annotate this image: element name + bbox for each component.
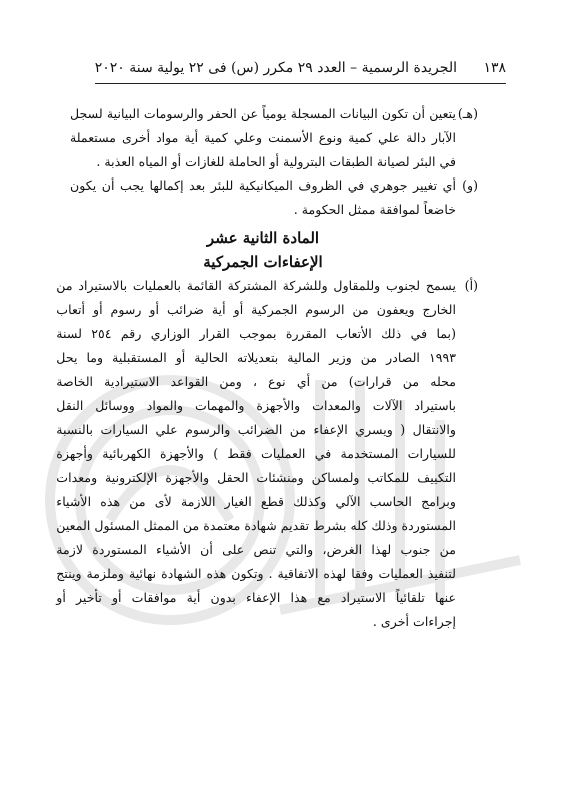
clause-text: [70, 102, 456, 174]
header-rule: [95, 83, 506, 84]
clause-marker: (أ): [464, 278, 478, 293]
clause-marker: (هـ): [457, 106, 478, 121]
gazette-issue-title: الجريدة الرسمية – العدد ٢٩ مكرر (س) فى ٢٢ يولية سنة ٢٠٢٠: [94, 60, 457, 76]
text-line: إجراءات أخرى .: [372, 614, 456, 629]
text-line: خاضعاً لموافقة ممثل الحكومة .: [293, 202, 456, 217]
text-line: (بما في ذلك الأتعاب المقررة بموجب القرار الوزاري رقم ٢٥٤ لسنة: [56, 326, 456, 341]
items-before: [70, 102, 478, 222]
text-line: والانتقال ( ويسري الإعفاء من الضرائب والرسوم علي السيارات بالنسبة: [56, 422, 456, 437]
clause-marker: (و): [462, 178, 478, 193]
article-number: المادة الثانية عشر: [206, 229, 320, 247]
text-line: محله من قرارات) من أي نوع ، ومن القواعد الاستيرادية الخاصة: [56, 374, 456, 389]
text-line: وبرامج الحاسب الآلي وكذلك قطع الغيار اللازمة لأى من هذه الأشياء: [56, 494, 456, 509]
text-line: يسمح لجنوب وللمقاول وللشركة المشتركة القائمة بالعمليات بالاستيراد من: [56, 278, 456, 293]
text-line: عنها تلقائياً الاستيراد مع هذا الإعفاء بدون أية موافقات أو تأخير أو: [56, 590, 456, 605]
clause-text: [56, 274, 456, 634]
text-line: الخارج ويعفون من الرسوم الجمركية أو أية ضرائب أو رسوم أو أتعاب: [56, 302, 456, 317]
text-line: في البئر لصيانة الطبقات البترولية أو الحاملة للغازات أو المياه العذبة .: [96, 154, 456, 169]
clause-item: [70, 174, 478, 222]
text-line: لتنفيذ العمليات وفقا لهذه الاتفاقية . وتكون هذه الشهادة نهائية وملزمة وينتج: [56, 566, 456, 581]
clause-text: [70, 174, 456, 222]
text-line: المستوردة وذلك كله بشرط تقديم شهادة معتمدة من الممثل المسئول المعين: [56, 518, 456, 533]
text-line: ١٩٩٣ الصادر من وزير المالية بتعديلاته الحالية أو المستقبلية وما يحل: [56, 350, 456, 365]
text-line: للسيارات المستخدمة في العمليات فقط ) والأجهزة الكهربائية وأجهزة: [56, 446, 456, 461]
text-line: الآبار دالة علي كمية ونوع الأسمنت وعلي كمية أية مواد أخرى مستعملة: [70, 130, 456, 145]
article-title: الإعفاءات الجمركية: [203, 253, 323, 271]
text-line: من جنوب لهذا الغرض، والتي تنص على أن الأشياء المستوردة لازمة: [56, 542, 456, 557]
page-number: ١٣٨: [483, 60, 506, 76]
text-line: أي تغيير جوهري في الظروف الميكانيكية للبئر بعد إكمالها يجب أن يكون: [70, 178, 456, 193]
items-after: [56, 274, 478, 634]
document-body: [56, 102, 478, 634]
text-line: يتعين أن تكون البيانات المسجلة يومياً عن الحفر والرسومات البيانية لسجل: [70, 106, 456, 121]
clause-item: [70, 102, 478, 174]
text-line: باستيراد الآلات والمعدات والأجهزة والمهمات والمواد ووسائل النقل: [56, 398, 456, 413]
text-line: التكييف للمكاتب ولمساكن ومنشئات الحقل والأجهزة الإلكترونية ومعدات: [56, 470, 456, 485]
clause-item: [56, 274, 478, 634]
page-header: [95, 60, 506, 76]
